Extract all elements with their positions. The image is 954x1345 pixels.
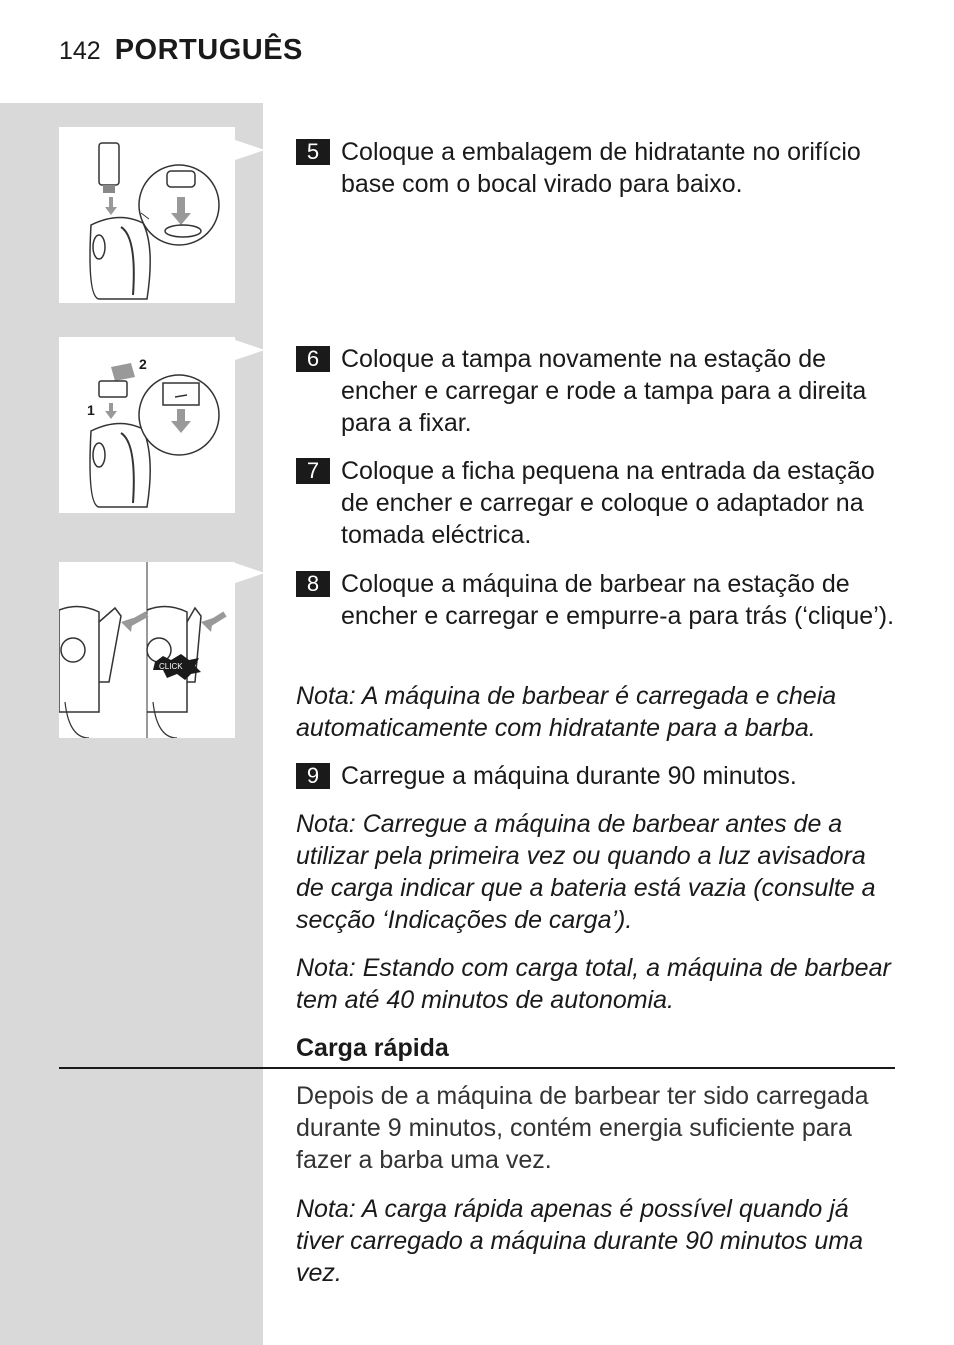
page-number: 142 [59,37,101,65]
step-number: 5 [296,139,330,165]
note-1: Nota: A máquina de barbear é carregada e cheia automaticamente com hidratante para a barba. [296,682,837,742]
click-label: CLICK [159,662,183,671]
step-text: Coloque a embalagem de hidratante no orifício base com o bocal virado para baixo. [341,138,861,198]
step-8 [296,568,896,632]
illustration-2-drawing [59,337,235,513]
illustration-1-pointer [235,140,265,160]
step-5 [296,136,896,200]
label-2: 2 [139,356,147,372]
moisturizer-insert-illustration [59,127,235,303]
step-text: Coloque a máquina de barbear na estação de encher e carregar e empurre-a para trás (‘clique’). [341,570,895,630]
section-body: Depois de a máquina de barbear ter sido carregada durante 9 minutos, contém energia suficiente para fazer a barba uma vez. [296,1082,869,1174]
step-number: 9 [296,763,330,789]
step-9 [296,760,896,792]
illustration-1-drawing [59,127,235,303]
step-text: Coloque a ficha pequena na entrada da estação de encher e carregar e coloque o adaptador na tomada eléctrica. [341,457,875,549]
step-text: Carregue a máquina durante 90 minutos. [341,762,797,790]
note-2: Nota: Carregue a máquina de barbear antes de a utilizar pela primeira vez ou quando a luz avisadora de carga indicar que a bateria está vazia (consulte a secção ‘Indicações de carga’). [296,810,876,934]
note-3: Nota: Estando com carga total, a máquina de barbear tem até 40 minutos de autonomia. [296,954,891,1014]
shaver-click-illustration [59,562,235,738]
step-7 [296,455,896,551]
cap-lock-illustration [59,337,235,513]
step-number: 6 [296,346,330,372]
illustration-3-pointer [235,563,265,583]
step-6 [296,343,896,439]
section-divider [59,1067,895,1069]
page-header [59,34,303,74]
step-number: 7 [296,458,330,484]
section-heading: Carga rápida [296,1034,449,1062]
step-number: 8 [296,571,330,597]
language-title: PORTUGUÊS [114,34,303,66]
step-text: Coloque a tampa novamente na estação de encher e carregar e rode a tampa para a direita para a fixar. [341,345,867,437]
note-4: Nota: A carga rápida apenas é possível quando já tiver carregado a máquina durante 90 minutos uma vez. [296,1195,863,1287]
illustration-3-drawing [59,562,235,738]
label-1: 1 [87,402,95,418]
illustration-2-pointer [235,340,265,360]
